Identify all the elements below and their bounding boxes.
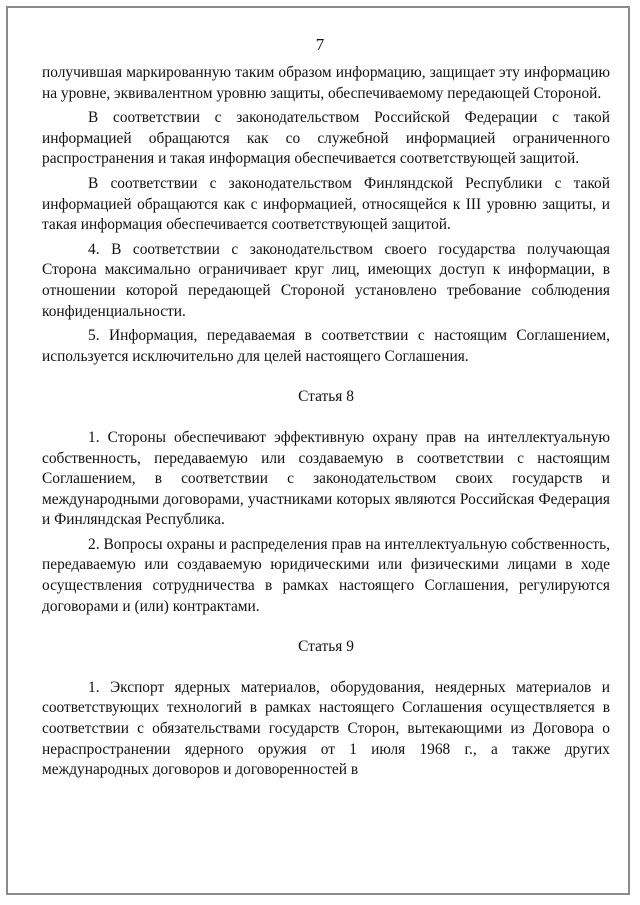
- paragraph-russian-law: В соответствии с законодательством Российской Федерации с такой информацией обращаются как со служебной информацией ограниченного распространения и такая информация обеспечивается соответствующей защитой.: [42, 109, 610, 168]
- page-number: 7: [315, 35, 325, 54]
- article-8-heading: Статья 8: [298, 388, 354, 406]
- paragraph-finnish-law: В соответствии с законодательством Финляндской Республики с такой информацией обращаются как с информацией, относящейся к III уровню защиты, и такая информация обеспечивается соответствующей защитой.: [42, 174, 610, 234]
- paragraph-item-4: 4. В соответствии с законодательством своего государства получающая Сторона максимально ограничивает круг лиц, имеющих доступ к информации, в отношении которой передающей Стороной установлено требование соблюдения конфиденциальности.: [42, 240, 610, 320]
- article-9-item-1: 1. Экспорт ядерных материалов, оборудования, неядерных материалов и соответствующих технологий в рамках настоящего Соглашения осуществляется в соответствии с обязательствами государств Сторон, вытекающими из Договора о нераспространении ядерного оружия от 1 июля 1968 г., а также других международных договоров и договоренностей в: [42, 678, 610, 779]
- paragraph-item-5: 5. Информация, передаваемая в соответствии с настоящим Соглашением, используется исключительно для целей настоящего Соглашения.: [42, 327, 610, 365]
- article-8-item-2: 2. Вопросы охраны и распределения прав на интеллектуальную собственность, передаваемую или создаваемую юридическими или физическими лицами в ходе осуществления сотрудничества в рамках настоящего Соглашения, регулируются договорами и (или) контрактами.: [42, 535, 610, 615]
- document-body: [42, 63, 610, 781]
- paragraph-continuation: получившая маркированную таким образом информацию, защищает эту информацию на уровне, эквивалентном уровню защиты, обеспечиваемому передающей Стороной.: [42, 64, 610, 102]
- article-9-heading: Статья 9: [298, 638, 354, 656]
- article-8-item-1: 1. Стороны обеспечивают эффективную охрану прав на интеллектуальную собственность, передаваемую или создаваемую в соответствии с настоящим Соглашением, в соответствии с законодательством своих государств и международными договорами, участниками которых являются Российская Федерация и Финляндская Республика.: [42, 428, 610, 529]
